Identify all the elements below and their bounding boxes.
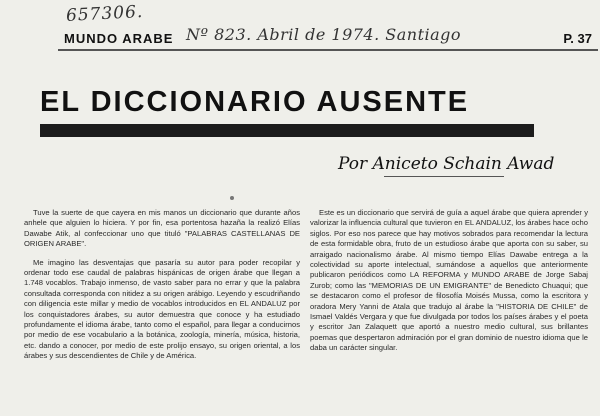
handwritten-issue-note: Nº 823. Abril de 1974. Santiago [186,25,462,44]
paragraph: Este es un diccionario que servirá de guía a aquel árabe que quiera aprender y valorizar la influencia cultural que tuvieron en EL ANDALUZ, los árabes hace ocho siglos. Por eso nos parece que hay motivos sobrados para recomendar la lectura de esta formidable obra, fruto de un estudioso árabe que aporta con su saber, su arraigado nacionalismo árabe. Al mismo tiempo Elías Dawabe entrega a la colectividad su aporte intelectual, sumándose a aquellos que anteriormente publicaron periódicos como LA REFORMA y MUNDO ARABE de Jorge Sabaj Zurob; como las "MEMORIAS DE UN EMIGRANTE" de Benedicto Chuaqui; que se destacaron como el profesor de filosofía Moisés Mussa, como la escritora y oradora Mery Yanni de Atala que tradujo al árabe la "HISTORIA DE CHILE" de Ismael Valdés Vergara y que fue divulgada por todos los países árabes y el poeta y escritor Jan Zalaquett que aportó a nuestro medio cultural, sus brillantes poemas que despertaron admiración por el gran dominio de nuestro idioma que le daba un carácter singular. [310,208,588,353]
magazine-name: MUNDO ARABE [64,31,174,46]
title-underline-bar [40,124,534,137]
article-column-left [24,208,300,370]
page-number: P. 37 [563,31,592,46]
paragraph: Me imagino las desventajas que pasaría su autor para poder recopilar y ordenar todo ese caudal de palabras hispánicas de origen árabe que llegan a 1.748 vocablos. Trabajo inmenso, de vasto saber para no errar y que la palabra consultada corresponda con nitidez a su origen arábigo. Leyendo y escudriñando con diligencia este millar y medio de vocablos introducidos en EL ANDALUZ por los conquistadores árabes, su autor demuestra que conoce y ha estudiado profundamente el idioma árabe, tanto como el español, para llegar a conducirnos por medio de ese vocabulario a la botánica, zoología, minería, música, historia, etc. dando a conocer, por medio de este prolijo ensayo, su origen oriental, a los árabes y sus descendientes de Chile y de América. [24,257,300,361]
article-title: EL DICCIONARIO AUSENTE [40,86,470,118]
handwritten-catalog-number: 657306. [65,1,144,27]
header-rule [58,49,598,51]
article-byline: Por Aniceto Schain Awad [338,154,555,174]
article-column-right [310,208,588,362]
byline-underline [384,176,504,177]
print-dot [230,196,234,200]
paragraph: Tuve la suerte de que cayera en mis manos un diccionario que durante años anhele que alguien lo hiciera. Y por fin, esa portentosa hazaña la realizó Elías Dawabe Atik, al confeccionar uno que tituló "PALABRAS CASTELLANAS DE ORIGEN ARABE". [24,208,300,249]
